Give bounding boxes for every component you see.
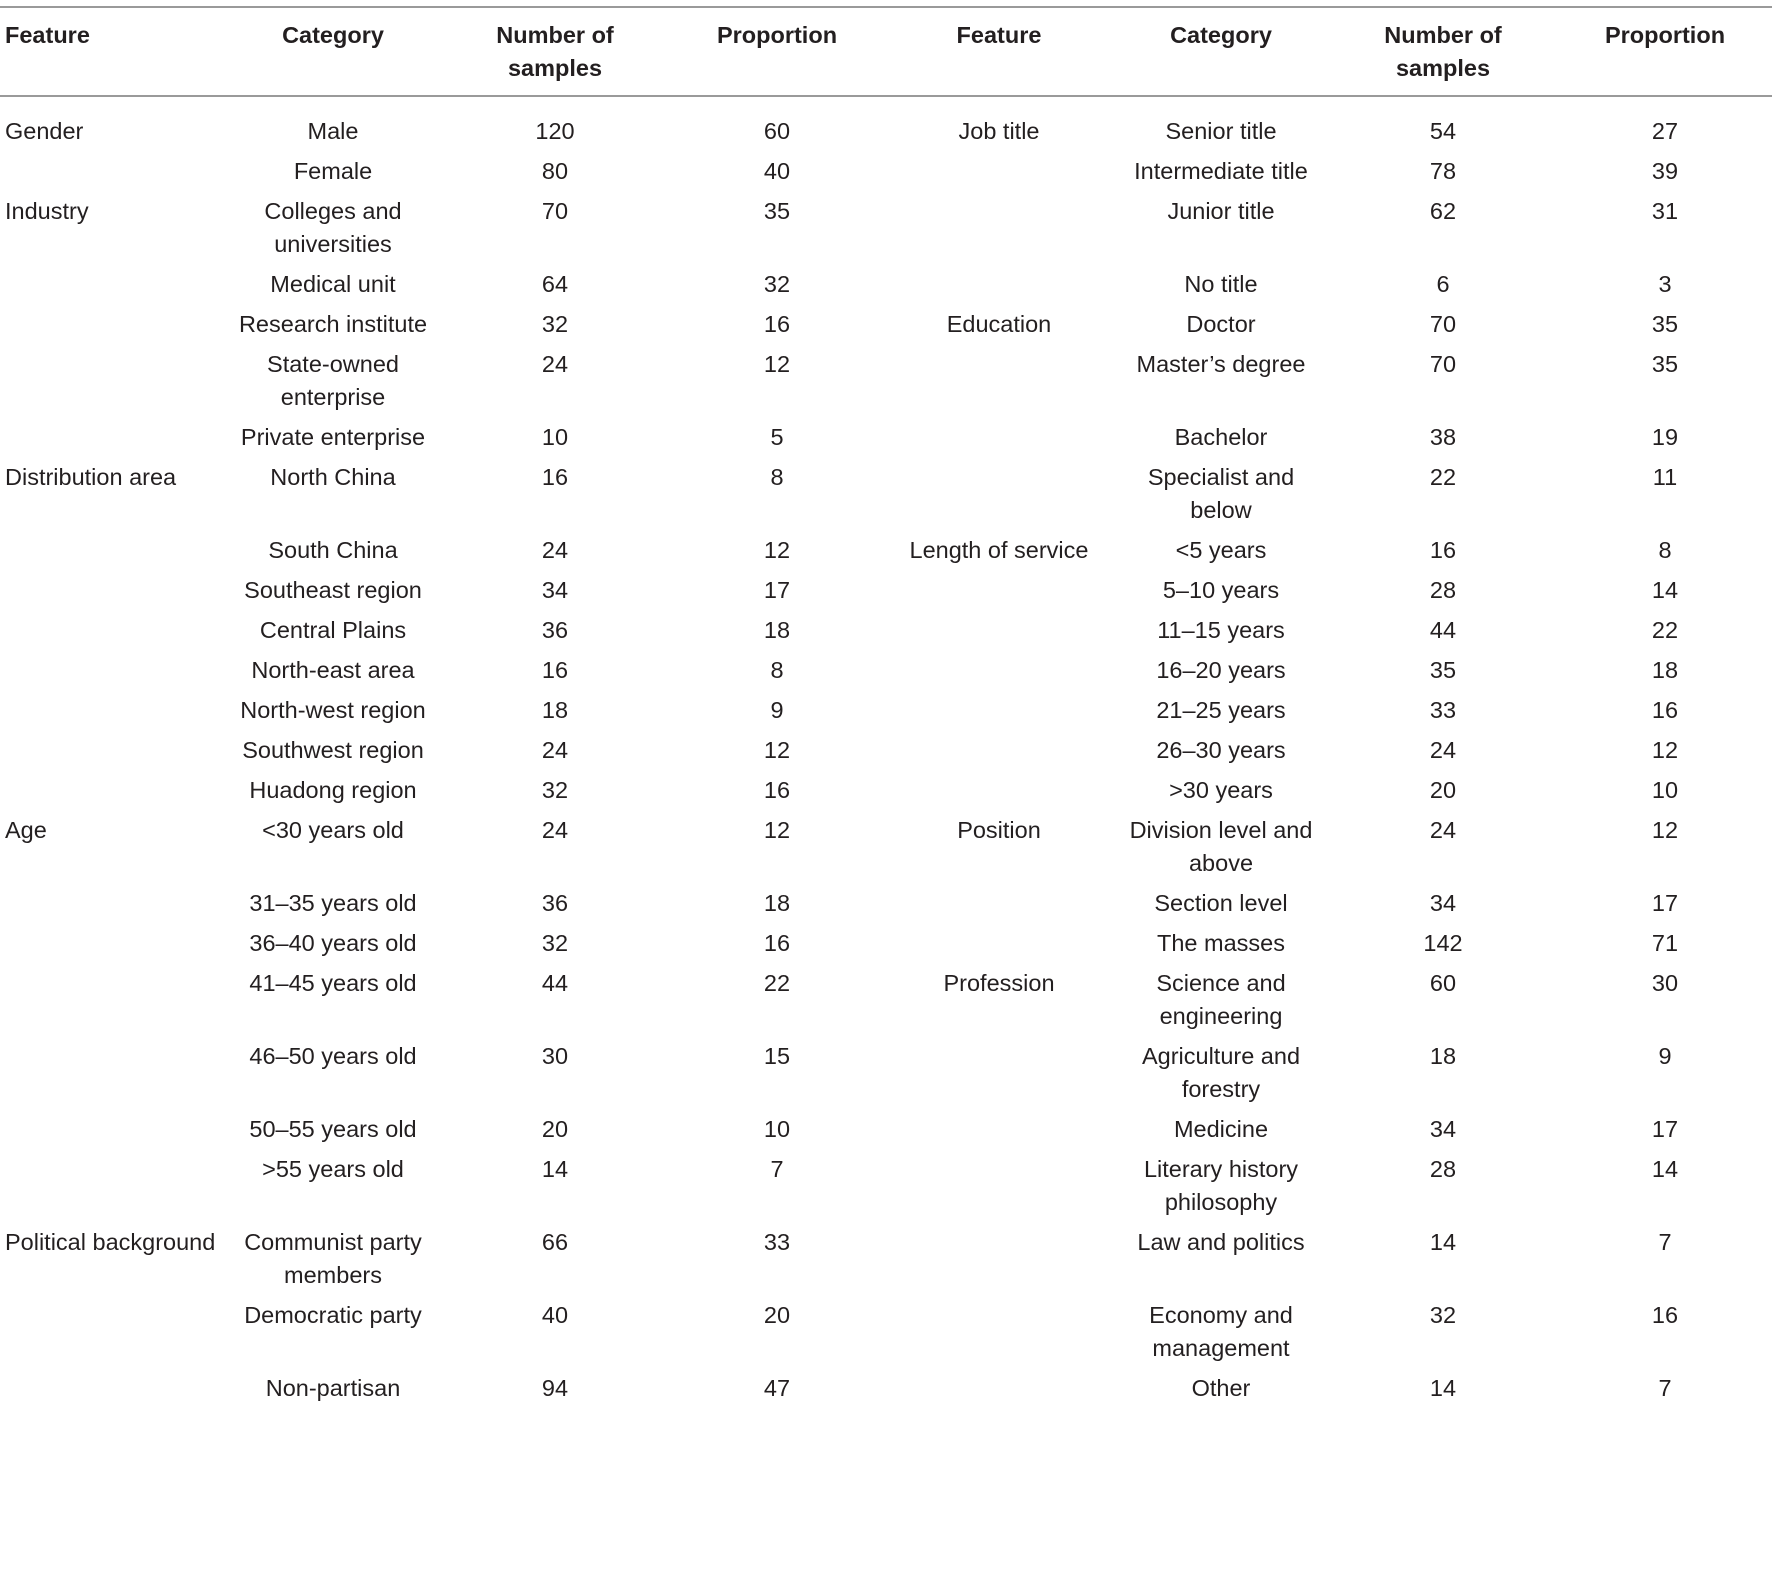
feature-left-cell bbox=[0, 731, 222, 771]
header-proportion-right: Proportion bbox=[1554, 7, 1772, 96]
samples-right-cell: 14 bbox=[1429, 1229, 1457, 1255]
samples-right-cell: 34 bbox=[1429, 890, 1457, 916]
samples-left-cell: 32 bbox=[541, 777, 569, 803]
feature-left-cell: Distribution area bbox=[5, 464, 177, 490]
proportion-left-cell: 18 bbox=[763, 890, 791, 916]
samples-right-cell: 60 bbox=[1429, 970, 1457, 996]
category-right-cell: Junior title bbox=[1167, 198, 1275, 224]
proportion-right-cell: 35 bbox=[1651, 311, 1679, 337]
feature-right-cell bbox=[888, 611, 1110, 651]
feature-right-cell: Job title bbox=[958, 118, 1040, 144]
category-left-cell: Democratic party bbox=[244, 1302, 422, 1328]
category-right-cell: Law and politics bbox=[1137, 1229, 1305, 1255]
table-row bbox=[0, 811, 1772, 884]
proportion-left-cell: 16 bbox=[763, 777, 791, 803]
samples-left-cell: 16 bbox=[541, 657, 569, 683]
proportion-right-cell: 14 bbox=[1651, 577, 1679, 603]
samples-left-cell: 24 bbox=[541, 537, 569, 563]
samples-left-cell: 16 bbox=[541, 464, 569, 490]
proportion-right-cell: 7 bbox=[1658, 1375, 1672, 1401]
feature-left-cell bbox=[0, 884, 222, 924]
samples-right-cell: 18 bbox=[1429, 1043, 1457, 1069]
proportion-left-cell: 40 bbox=[763, 158, 791, 184]
samples-left-cell: 20 bbox=[541, 1116, 569, 1142]
table-row bbox=[0, 691, 1772, 731]
feature-left-cell bbox=[0, 611, 222, 651]
proportion-right-cell: 35 bbox=[1651, 351, 1679, 377]
proportion-right-cell: 11 bbox=[1652, 464, 1678, 490]
proportion-right-cell: 3 bbox=[1658, 271, 1672, 297]
header-row bbox=[0, 7, 1772, 96]
samples-left-cell: 40 bbox=[541, 1302, 569, 1328]
proportion-left-cell: 32 bbox=[763, 271, 791, 297]
table-header bbox=[0, 7, 1772, 96]
samples-left-cell: 120 bbox=[535, 118, 575, 144]
feature-left-cell bbox=[0, 265, 222, 305]
category-left-cell: South China bbox=[268, 537, 398, 563]
proportion-right-cell: 31 bbox=[1651, 198, 1679, 224]
category-right-cell: Specialist and below bbox=[1147, 464, 1295, 523]
feature-left-cell: Gender bbox=[5, 118, 84, 144]
samples-left-cell: 18 bbox=[541, 697, 569, 723]
table-row bbox=[0, 531, 1772, 571]
feature-left-cell bbox=[0, 1150, 222, 1223]
proportion-right-cell: 19 bbox=[1651, 424, 1679, 450]
feature-right-cell bbox=[888, 1110, 1110, 1150]
table-row bbox=[0, 1296, 1772, 1369]
category-left-cell: State-owned enterprise bbox=[267, 351, 399, 410]
samples-right-cell: 38 bbox=[1429, 424, 1457, 450]
feature-right-cell bbox=[888, 265, 1110, 305]
feature-right-cell bbox=[888, 1223, 1110, 1296]
category-right-cell: Literary history philosophy bbox=[1143, 1156, 1299, 1215]
proportion-right-cell: 27 bbox=[1651, 118, 1679, 144]
samples-right-cell: 78 bbox=[1429, 158, 1457, 184]
proportion-left-cell: 33 bbox=[763, 1229, 791, 1255]
samples-right-cell: 28 bbox=[1429, 577, 1457, 603]
samples-left-cell: 14 bbox=[541, 1156, 569, 1182]
category-right-cell: Agriculture and forestry bbox=[1141, 1043, 1301, 1102]
samples-left-cell: 32 bbox=[541, 930, 569, 956]
proportion-left-cell: 60 bbox=[763, 118, 791, 144]
samples-right-cell: 54 bbox=[1429, 118, 1457, 144]
samples-left-cell: 70 bbox=[541, 198, 569, 224]
feature-right-cell bbox=[888, 418, 1110, 458]
samples-right-cell: 22 bbox=[1429, 464, 1457, 490]
table-row bbox=[0, 964, 1772, 1037]
feature-right-cell bbox=[888, 192, 1110, 265]
feature-left-cell bbox=[0, 305, 222, 345]
header-proportion-left: Proportion bbox=[666, 7, 888, 96]
category-right-cell: Economy and management bbox=[1149, 1302, 1293, 1361]
feature-left-cell bbox=[0, 691, 222, 731]
category-left-cell: >55 years old bbox=[262, 1156, 404, 1182]
category-left-cell: North-west region bbox=[240, 697, 426, 723]
feature-left-cell bbox=[0, 1369, 222, 1409]
feature-left-cell bbox=[0, 651, 222, 691]
table-row bbox=[0, 265, 1772, 305]
samples-left-cell: 66 bbox=[541, 1229, 569, 1255]
table-row bbox=[0, 418, 1772, 458]
samples-left-cell: 34 bbox=[541, 577, 569, 603]
feature-left-cell bbox=[0, 924, 222, 964]
category-right-cell: Other bbox=[1191, 1375, 1251, 1401]
table-row bbox=[0, 1150, 1772, 1223]
feature-right-cell bbox=[888, 571, 1110, 611]
feature-right-cell bbox=[888, 458, 1110, 531]
category-right-cell: Intermediate title bbox=[1134, 158, 1308, 184]
feature-right-cell bbox=[888, 771, 1110, 811]
category-left-cell: Communist party members bbox=[244, 1229, 422, 1288]
samples-left-cell: 36 bbox=[541, 617, 569, 643]
feature-left-cell bbox=[0, 345, 222, 418]
proportion-right-cell: 8 bbox=[1658, 537, 1672, 563]
table-row bbox=[0, 771, 1772, 811]
category-right-cell: Bachelor bbox=[1174, 424, 1268, 450]
samples-right-cell: 24 bbox=[1429, 817, 1457, 843]
samples-left-cell: 80 bbox=[541, 158, 569, 184]
header-feature-right: Feature bbox=[888, 7, 1110, 96]
samples-left-cell: 94 bbox=[541, 1375, 569, 1401]
category-left-cell: Male bbox=[307, 118, 359, 144]
proportion-left-cell: 22 bbox=[763, 970, 791, 996]
samples-right-cell: 16 bbox=[1429, 537, 1457, 563]
proportion-left-cell: 5 bbox=[770, 424, 784, 450]
proportion-left-cell: 18 bbox=[763, 617, 791, 643]
table-row bbox=[0, 731, 1772, 771]
feature-left-cell bbox=[0, 771, 222, 811]
category-right-cell: Medicine bbox=[1173, 1116, 1269, 1142]
feature-right-cell bbox=[888, 1369, 1110, 1409]
category-left-cell: Southeast region bbox=[244, 577, 422, 603]
feature-right-cell bbox=[888, 152, 1110, 192]
table-row bbox=[0, 305, 1772, 345]
feature-right-cell bbox=[888, 651, 1110, 691]
category-left-cell: 31–35 years old bbox=[249, 890, 417, 916]
table-row bbox=[0, 152, 1772, 192]
table-row bbox=[0, 571, 1772, 611]
category-left-cell: Female bbox=[293, 158, 373, 184]
proportion-right-cell: 12 bbox=[1651, 737, 1679, 763]
samples-right-cell: 34 bbox=[1429, 1116, 1457, 1142]
table-row bbox=[0, 192, 1772, 265]
category-right-cell: >30 years bbox=[1169, 777, 1273, 803]
proportion-left-cell: 35 bbox=[763, 198, 791, 224]
table-row bbox=[0, 651, 1772, 691]
samples-right-cell: 6 bbox=[1436, 271, 1450, 297]
category-left-cell: 41–45 years old bbox=[249, 970, 417, 996]
category-left-cell: Huadong region bbox=[249, 777, 417, 803]
header-category-left: Category bbox=[222, 7, 444, 96]
feature-right-cell bbox=[888, 691, 1110, 731]
proportion-right-cell: 22 bbox=[1651, 617, 1679, 643]
samples-right-cell: 28 bbox=[1429, 1156, 1457, 1182]
samples-right-cell: 14 bbox=[1429, 1375, 1457, 1401]
feature-right-cell bbox=[888, 1150, 1110, 1223]
category-left-cell: <30 years old bbox=[262, 817, 404, 843]
samples-right-cell: 62 bbox=[1429, 198, 1457, 224]
proportion-left-cell: 8 bbox=[770, 464, 784, 490]
proportion-left-cell: 7 bbox=[770, 1156, 784, 1182]
proportion-left-cell: 9 bbox=[770, 697, 784, 723]
proportion-right-cell: 16 bbox=[1651, 1302, 1679, 1328]
sample-characteristics-table bbox=[0, 6, 1772, 1409]
proportion-right-cell: 17 bbox=[1651, 1116, 1679, 1142]
samples-right-cell: 35 bbox=[1429, 657, 1457, 683]
samples-right-cell: 20 bbox=[1429, 777, 1457, 803]
samples-left-cell: 32 bbox=[541, 311, 569, 337]
proportion-right-cell: 17 bbox=[1651, 890, 1679, 916]
header-category-right: Category bbox=[1110, 7, 1332, 96]
header-number-of-samples-left: Number of samples bbox=[444, 7, 666, 96]
category-right-cell: The masses bbox=[1157, 930, 1285, 956]
header-number-of-samples-right: Number of samples bbox=[1332, 7, 1554, 96]
table-row bbox=[0, 1110, 1772, 1150]
table-row bbox=[0, 1369, 1772, 1409]
samples-left-cell: 44 bbox=[541, 970, 569, 996]
samples-left-cell: 64 bbox=[541, 271, 569, 297]
table-row bbox=[0, 96, 1772, 152]
header-feature-left: Feature bbox=[0, 7, 222, 96]
feature-right-cell: Education bbox=[946, 311, 1052, 337]
feature-right-cell: Position bbox=[957, 817, 1041, 843]
proportion-left-cell: 12 bbox=[763, 737, 791, 763]
table-row bbox=[0, 458, 1772, 531]
category-left-cell: Medical unit bbox=[270, 271, 396, 297]
feature-left-cell bbox=[0, 571, 222, 611]
category-left-cell: Research institute bbox=[238, 311, 428, 337]
category-right-cell: 11–15 years bbox=[1157, 617, 1285, 643]
table-row bbox=[0, 924, 1772, 964]
feature-left-cell bbox=[0, 1037, 222, 1110]
feature-left-cell bbox=[0, 418, 222, 458]
table-row bbox=[0, 611, 1772, 651]
table-row bbox=[0, 345, 1772, 418]
samples-left-cell: 24 bbox=[541, 817, 569, 843]
category-left-cell: Southwest region bbox=[242, 737, 424, 763]
category-left-cell: Non-partisan bbox=[265, 1375, 401, 1401]
proportion-right-cell: 39 bbox=[1651, 158, 1679, 184]
feature-right-cell: Profession bbox=[943, 970, 1055, 996]
category-left-cell: 36–40 years old bbox=[249, 930, 417, 956]
table-body bbox=[0, 96, 1772, 1409]
category-left-cell: Colleges and universities bbox=[264, 198, 402, 257]
proportion-right-cell: 71 bbox=[1651, 930, 1679, 956]
category-right-cell: Science and engineering bbox=[1156, 970, 1286, 1029]
proportion-right-cell: 7 bbox=[1658, 1229, 1672, 1255]
feature-right-cell: Length of service bbox=[909, 537, 1089, 563]
proportion-right-cell: 12 bbox=[1651, 817, 1679, 843]
samples-left-cell: 10 bbox=[541, 424, 569, 450]
feature-right-cell bbox=[888, 345, 1110, 418]
feature-left-cell: Age bbox=[5, 817, 47, 843]
category-right-cell: Master’s degree bbox=[1136, 351, 1306, 377]
feature-left-cell bbox=[0, 964, 222, 1037]
category-right-cell: <5 years bbox=[1175, 537, 1267, 563]
proportion-right-cell: 9 bbox=[1658, 1043, 1672, 1069]
category-right-cell: Senior title bbox=[1165, 118, 1277, 144]
samples-right-cell: 142 bbox=[1423, 930, 1463, 956]
category-left-cell: 46–50 years old bbox=[249, 1043, 417, 1069]
samples-right-cell: 33 bbox=[1429, 697, 1457, 723]
samples-left-cell: 36 bbox=[541, 890, 569, 916]
proportion-left-cell: 15 bbox=[763, 1043, 791, 1069]
category-right-cell: 21–25 years bbox=[1156, 697, 1286, 723]
feature-left-cell bbox=[0, 531, 222, 571]
table-row bbox=[0, 884, 1772, 924]
category-right-cell: Section level bbox=[1154, 890, 1288, 916]
proportion-left-cell: 16 bbox=[763, 930, 791, 956]
proportion-left-cell: 12 bbox=[763, 351, 791, 377]
proportion-right-cell: 16 bbox=[1651, 697, 1679, 723]
proportion-left-cell: 12 bbox=[763, 537, 791, 563]
category-right-cell: Doctor bbox=[1186, 311, 1256, 337]
category-right-cell: Division level and above bbox=[1129, 817, 1313, 876]
category-left-cell: North-east area bbox=[251, 657, 415, 683]
proportion-left-cell: 8 bbox=[770, 657, 784, 683]
proportion-right-cell: 14 bbox=[1651, 1156, 1679, 1182]
category-right-cell: 26–30 years bbox=[1156, 737, 1286, 763]
samples-right-cell: 44 bbox=[1429, 617, 1457, 643]
proportion-left-cell: 10 bbox=[763, 1116, 791, 1142]
category-right-cell: 16–20 years bbox=[1156, 657, 1286, 683]
feature-left-cell bbox=[0, 1110, 222, 1150]
feature-right-cell bbox=[888, 1296, 1110, 1369]
category-left-cell: Private enterprise bbox=[240, 424, 426, 450]
proportion-left-cell: 12 bbox=[763, 817, 791, 843]
category-left-cell: 50–55 years old bbox=[249, 1116, 417, 1142]
table-row bbox=[0, 1037, 1772, 1110]
proportion-left-cell: 16 bbox=[763, 311, 791, 337]
proportion-right-cell: 10 bbox=[1651, 777, 1679, 803]
proportion-left-cell: 20 bbox=[763, 1302, 791, 1328]
table-row bbox=[0, 1223, 1772, 1296]
samples-right-cell: 32 bbox=[1429, 1302, 1457, 1328]
feature-right-cell bbox=[888, 924, 1110, 964]
category-right-cell: 5–10 years bbox=[1162, 577, 1280, 603]
feature-left-cell bbox=[0, 152, 222, 192]
samples-right-cell: 70 bbox=[1429, 351, 1457, 377]
category-left-cell: Central Plains bbox=[259, 617, 407, 643]
feature-left-cell: Industry bbox=[5, 198, 89, 224]
proportion-left-cell: 17 bbox=[763, 577, 791, 603]
samples-left-cell: 24 bbox=[541, 351, 569, 377]
samples-left-cell: 30 bbox=[541, 1043, 569, 1069]
category-left-cell: North China bbox=[270, 464, 396, 490]
samples-left-cell: 24 bbox=[541, 737, 569, 763]
feature-right-cell bbox=[888, 884, 1110, 924]
proportion-right-cell: 30 bbox=[1651, 970, 1679, 996]
proportion-right-cell: 18 bbox=[1651, 657, 1679, 683]
feature-right-cell bbox=[888, 1037, 1110, 1110]
feature-left-cell: Political background bbox=[5, 1229, 216, 1255]
samples-right-cell: 24 bbox=[1429, 737, 1457, 763]
feature-right-cell bbox=[888, 731, 1110, 771]
category-right-cell: No title bbox=[1184, 271, 1258, 297]
samples-right-cell: 70 bbox=[1429, 311, 1457, 337]
proportion-left-cell: 47 bbox=[763, 1375, 791, 1401]
feature-left-cell bbox=[0, 1296, 222, 1369]
